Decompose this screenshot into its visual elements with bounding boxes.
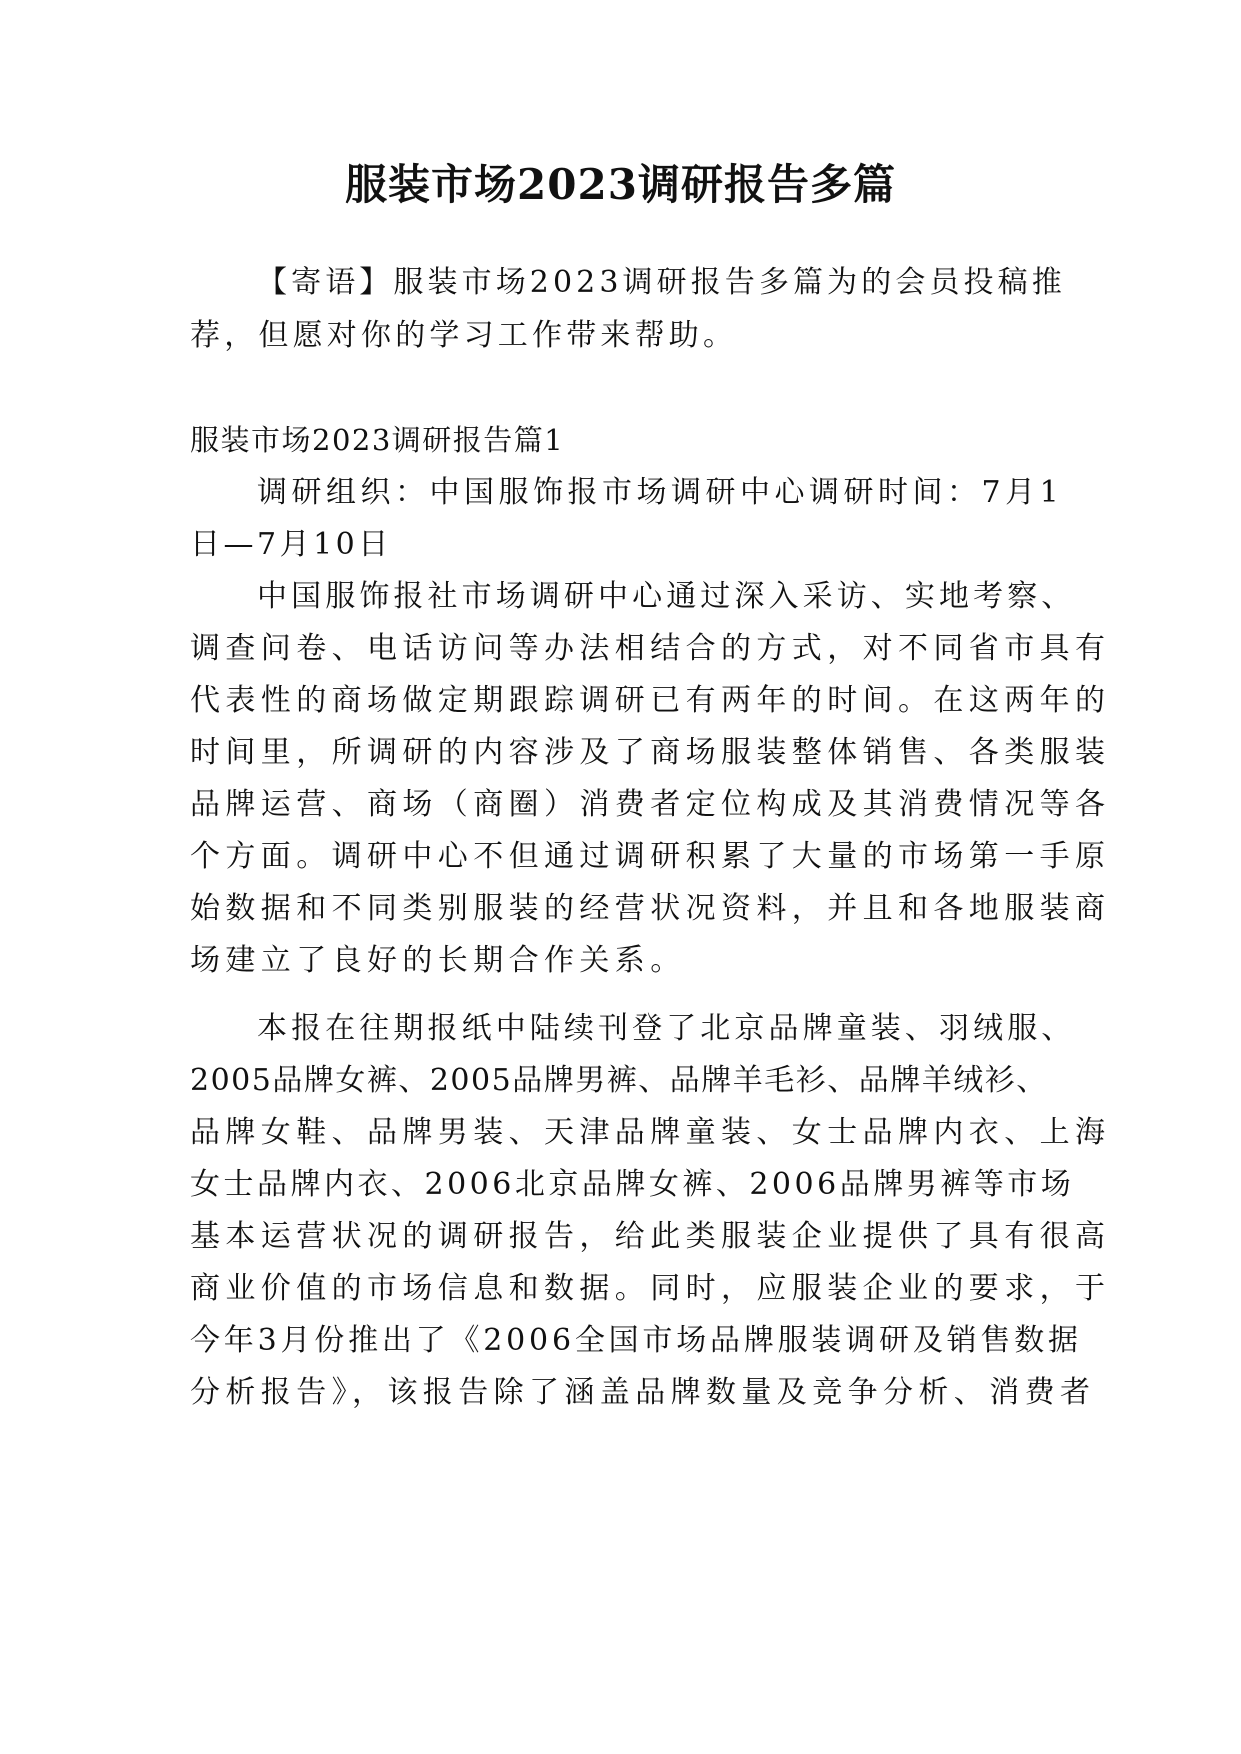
paragraph-line: 2005品牌女裤、2005品牌男裤、品牌羊毛衫、品牌羊绒衫、 [190, 1063, 1048, 1098]
paragraph-line: 中国服饰报社市场调研中心通过深入采访、实地考察、 [257, 579, 1076, 614]
paragraph-line: 个方面。调研中心不但通过调研积累了大量的市场第一手原 [190, 839, 1111, 874]
paragraph-line: 时间里，所调研的内容涉及了商场服装整体销售、各类服装 [190, 735, 1111, 770]
section-heading: 服装市场2023调研报告篇1 [190, 423, 565, 457]
foreword-line-2: 荐，但愿对你的学习工作带来帮助。 [190, 318, 738, 353]
paragraph-line: 品牌女鞋、品牌男装、天津品牌童装、女士品牌内衣、上海 [190, 1115, 1111, 1150]
paragraph-line: 调查问卷、电话访问等办法相结合的方式，对不同省市具有 [190, 631, 1111, 666]
paragraph-line: 女士品牌内衣、2006北京品牌女裤、2006品牌男裤等市场 [190, 1167, 1075, 1202]
paragraph-line: 日—7月10日 [190, 527, 392, 562]
paragraph-line: 基本运营状况的调研报告，给此类服装企业提供了具有很高 [190, 1219, 1111, 1254]
foreword-line-1: 【寄语】服装市场2023调研报告多篇为的会员投稿推 [257, 265, 1066, 300]
document-title: 服装市场2023调研报告多篇 [345, 160, 896, 209]
paragraph-line: 调研组织：中国服饰报市场调研中心调研时间：7月1 [257, 475, 1064, 510]
paragraph-line: 商业价值的市场信息和数据。同时，应服装企业的要求，于 [190, 1271, 1111, 1306]
paragraph-line: 代表性的商场做定期跟踪调研已有两年的时间。在这两年的 [190, 683, 1111, 718]
paragraph-line: 今年3月份推出了《2006全国市场品牌服装调研及销售数据 [190, 1323, 1082, 1358]
paragraph-line: 分析报告》，该报告除了涵盖品牌数量及竞争分析、消费者 [190, 1375, 1096, 1410]
paragraph-line: 本报在往期报纸中陆续刊登了北京品牌童装、羽绒服、 [257, 1011, 1076, 1046]
paragraph-line: 场建立了良好的长期合作关系。 [190, 943, 686, 978]
paragraph-line: 始数据和不同类别服装的经营状况资料，并且和各地服装商 [190, 891, 1111, 926]
paragraph-line: 品牌运营、商场（商圈）消费者定位构成及其消费情况等各 [190, 787, 1111, 822]
